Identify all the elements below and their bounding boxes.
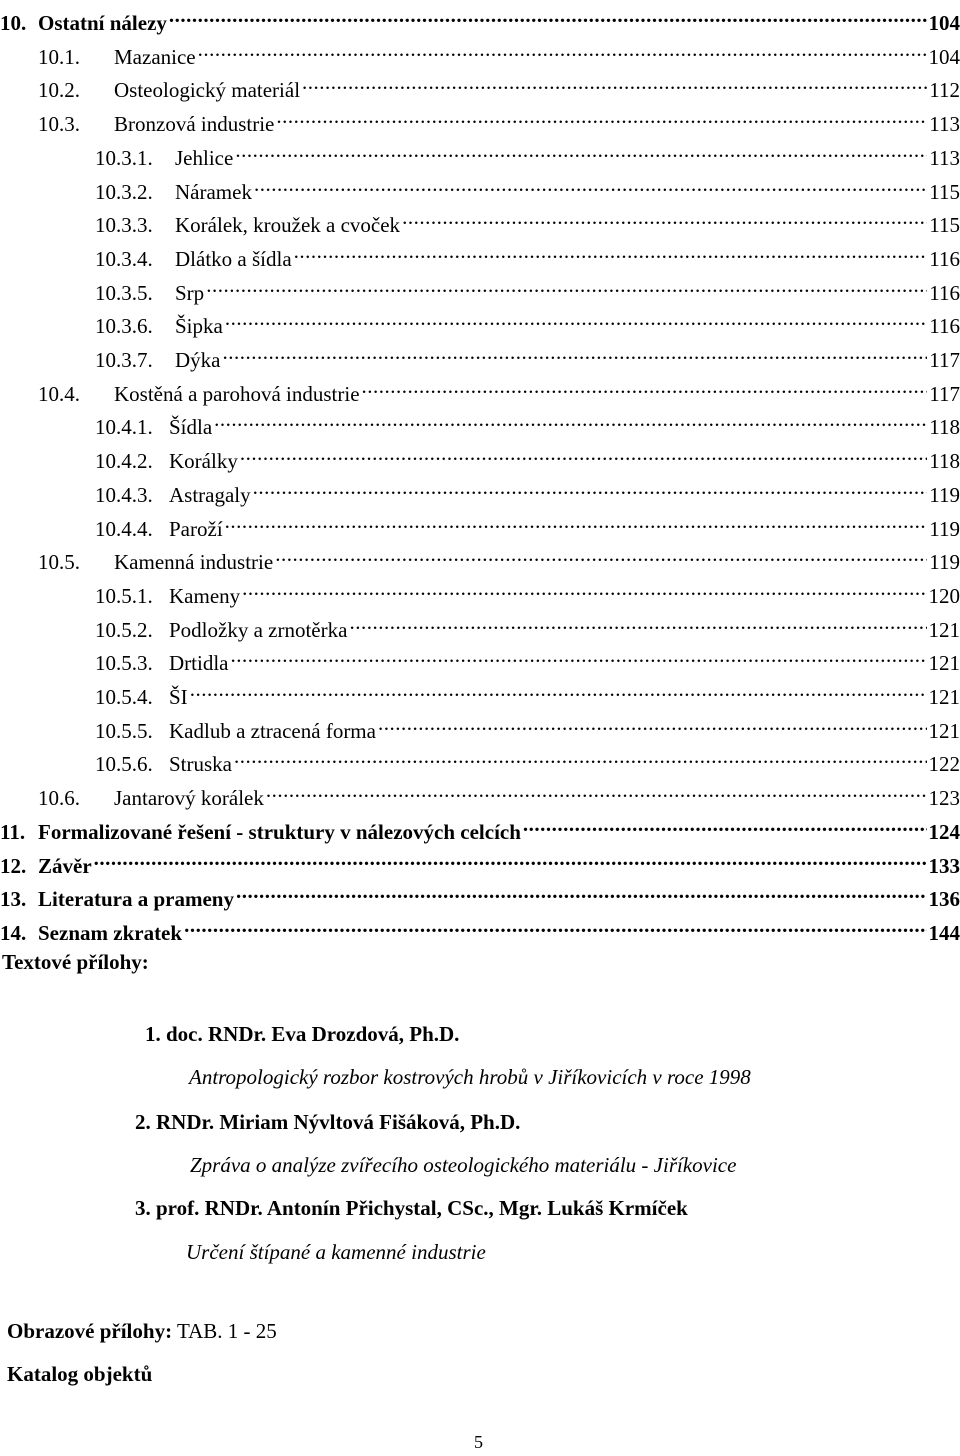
toc-entry-title: Astragaly <box>169 482 251 507</box>
toc-dot-leader <box>190 674 927 704</box>
toc-entry-title: Jehlice <box>175 145 234 170</box>
toc-dot-leader <box>94 843 927 873</box>
toc-entry <box>0 910 960 945</box>
toc-entry-number: 10.5.3. <box>95 651 153 676</box>
toc-entry <box>95 708 960 743</box>
toc-dot-leader <box>225 506 928 536</box>
toc-entry-title: Kamenná industrie <box>114 550 274 575</box>
toc-entry-number: 10.4.4. <box>95 516 153 541</box>
appendix-author-2: 2. RNDr. Miriam Nývltová Fišáková, Ph.D. <box>135 1110 521 1134</box>
toc-entry-number: 10.3. <box>38 112 80 137</box>
toc-entry <box>38 371 960 406</box>
toc-entry-title: Seznam zkratek <box>38 920 183 945</box>
toc-entry-title: Bronzová industrie <box>114 112 275 137</box>
toc-entry-title: Ostatní nálezy <box>38 11 167 35</box>
toc-entry-title: Kostěná a parohová industrie <box>114 381 360 406</box>
toc-entry-number: 13. <box>0 887 27 912</box>
toc-entry-page: 121 <box>928 617 960 642</box>
toc-entry-page: 116 <box>929 246 960 271</box>
toc-dot-leader <box>253 472 928 502</box>
toc-entry-title: Podložky a zrnotěrka <box>169 617 348 642</box>
toc-entry <box>95 303 960 339</box>
toc-entry <box>38 34 960 69</box>
toc-entry-page: 119 <box>929 516 960 541</box>
toc-entry-number: 10.5. <box>38 550 80 575</box>
toc-dot-leader <box>402 202 927 232</box>
toc-dot-leader <box>198 34 927 64</box>
toc-entry <box>95 438 960 474</box>
toc-entry-title: ŠI <box>169 685 188 709</box>
toc-entry-page: 123 <box>928 786 960 811</box>
toc-entry-title: Šídla <box>169 415 213 440</box>
toc-entry-number: 10.3.7. <box>95 348 153 372</box>
toc-dot-leader <box>302 67 927 97</box>
toc-entry-title: Závěr <box>38 853 92 878</box>
toc-entry-number: 14. <box>0 920 27 945</box>
toc-entry <box>95 202 960 238</box>
toc-dot-leader <box>225 303 927 333</box>
toc-dot-leader <box>378 708 927 738</box>
toc-entry-number: 12. <box>0 853 27 878</box>
toc-entry-page: 118 <box>929 449 960 474</box>
image-appendices-range: TAB. 1 - 25 <box>176 1319 277 1343</box>
toc-entry-number: 10.3.6. <box>95 314 153 339</box>
toc-dot-leader <box>206 270 927 300</box>
toc-entry <box>95 337 960 372</box>
toc-entry-page: 117 <box>929 381 960 406</box>
toc-entry-number: 10.5.4. <box>95 685 153 709</box>
toc-entry-number: 10.3.4. <box>95 246 153 271</box>
toc-entry-page: 124 <box>928 819 960 844</box>
toc-entry-page: 144 <box>928 920 960 945</box>
toc-entry-page: 133 <box>928 853 960 878</box>
toc-entry-title: Drtidla <box>169 651 229 676</box>
toc-entry <box>95 236 960 271</box>
toc-dot-leader <box>214 404 927 434</box>
toc-dot-leader <box>349 607 926 637</box>
toc-entry-title: Náramek <box>175 179 252 204</box>
toc-entry-number: 10.3.2. <box>95 179 153 204</box>
toc-entry <box>0 0 960 35</box>
toc-entry <box>95 506 960 541</box>
page-number: 5 <box>474 1432 483 1452</box>
toc-dot-leader <box>523 809 927 839</box>
toc-entry-title: Korálek, kroužek a cvoček <box>175 213 401 238</box>
toc-dot-leader <box>362 371 928 401</box>
toc-entry-page: 119 <box>929 482 960 507</box>
toc-dot-leader <box>254 169 927 199</box>
toc-entry-title: Osteologický materiál <box>114 78 301 103</box>
toc-entry-title: Srp <box>175 280 205 305</box>
image-appendices-line <box>7 1319 277 1344</box>
toc-entry-number: 10.4. <box>38 381 80 406</box>
toc-dot-leader <box>223 337 928 367</box>
toc-entry-number: 10.2. <box>38 78 80 103</box>
toc-dot-leader <box>294 236 928 266</box>
toc-entry-number: 10.5.2. <box>95 617 153 642</box>
toc-entry <box>95 169 960 204</box>
toc-dot-leader <box>234 741 927 771</box>
toc-entry <box>38 539 960 575</box>
catalog-heading: Katalog objektů <box>7 1362 153 1386</box>
toc-entry <box>38 67 960 103</box>
toc-entry-title: Kameny <box>169 583 241 608</box>
toc-entry <box>95 404 960 440</box>
toc-entry-title: Paroží <box>169 516 223 541</box>
toc-entry-page: 116 <box>929 314 960 339</box>
toc-entry <box>38 101 960 137</box>
toc-dot-leader <box>169 0 927 30</box>
toc-entry-number: 10.4.3. <box>95 482 153 507</box>
toc-entry-page: 121 <box>928 685 960 709</box>
toc-entry-title: Dýka <box>175 348 221 372</box>
image-appendices-heading: Obrazové přílohy: <box>7 1319 173 1343</box>
toc-entry-page: 122 <box>928 752 960 777</box>
toc-entry-number: 10.4.2. <box>95 449 153 474</box>
toc-entry-page: 121 <box>928 651 960 676</box>
toc-entry-title: Literatura a prameny <box>38 887 234 912</box>
toc-entry <box>95 640 960 676</box>
toc-entry <box>95 674 960 709</box>
toc-dot-leader <box>276 101 927 131</box>
toc-entry <box>95 741 960 777</box>
toc-entry-page: 121 <box>928 718 960 743</box>
toc-entry-title: Struska <box>169 752 232 777</box>
toc-dot-leader <box>236 876 927 906</box>
toc-dot-leader <box>184 910 926 940</box>
toc-entry-page: 117 <box>929 348 960 372</box>
toc-entry <box>95 573 960 608</box>
toc-entry-page: 115 <box>929 179 960 204</box>
toc-entry-page: 104 <box>928 44 960 69</box>
toc-entry-title: Kadlub a ztracená forma <box>169 718 376 743</box>
toc-entry-page: 104 <box>928 11 960 35</box>
toc-entry-page: 120 <box>928 583 960 608</box>
toc-entry-number: 10.5.1. <box>95 583 153 608</box>
appendix-title-3: Určení štípané a kamenné industrie <box>186 1240 486 1264</box>
toc-entry-number: 10.5.6. <box>95 752 153 777</box>
toc-entry-title: Mazanice <box>114 44 196 69</box>
appendix-title-2: Zpráva o analýze zvířecího osteologického materiálu - Jiříkovice <box>190 1153 737 1177</box>
toc-entry-number: 11. <box>0 819 26 844</box>
toc-entry-page: 119 <box>929 550 960 575</box>
toc-entry <box>38 775 960 811</box>
toc-entry <box>0 809 960 844</box>
toc-entry-page: 136 <box>928 887 960 912</box>
toc-entry-title: Formalizované řešení - struktury v nálezových celcích <box>38 819 521 844</box>
toc-entry-number: 10.1. <box>38 44 80 69</box>
appendix-author-1: 1. doc. RNDr. Eva Drozdová, Ph.D. <box>145 1022 460 1046</box>
toc-entry <box>0 876 960 912</box>
toc-entry-number: 10.6. <box>38 786 80 811</box>
toc-entry-title: Šipka <box>175 314 223 339</box>
toc-dot-leader <box>266 775 927 805</box>
toc-entry-page: 112 <box>929 78 960 103</box>
appendix-author-3: 3. prof. RNDr. Antonín Přichystal, CSc., Mgr. Lukáš Krmíček <box>135 1196 688 1220</box>
toc-entry-page: 118 <box>929 415 960 440</box>
toc-entry-number: 10.4.1. <box>95 415 153 440</box>
toc-entry <box>95 472 960 507</box>
toc-entry-page: 116 <box>929 280 960 305</box>
toc-entry-title: Korálky <box>169 449 238 474</box>
toc-entry-title: Dlátko a šídla <box>175 246 292 271</box>
toc-dot-leader <box>240 438 927 468</box>
toc-entry-page: 113 <box>929 145 960 170</box>
toc-dot-leader <box>235 135 927 165</box>
toc-entry-number: 10. <box>0 11 27 35</box>
toc-entry <box>95 270 960 305</box>
toc-entry <box>0 843 960 878</box>
appendix-title-1: Antropologický rozbor kostrových hrobů v Jiříkovicích v roce 1998 <box>189 1065 751 1089</box>
toc-entry-number: 10.5.5. <box>95 718 153 743</box>
toc-entry-page: 115 <box>929 213 960 238</box>
toc-entry-page: 113 <box>929 112 960 137</box>
toc-dot-leader <box>242 573 926 603</box>
toc-dot-leader <box>230 640 926 670</box>
toc-entry-number: 10.3.1. <box>95 145 153 170</box>
toc-dot-leader <box>275 539 927 569</box>
toc-entry <box>95 135 960 170</box>
toc-entry-number: 10.3.3. <box>95 213 153 238</box>
text-appendices-heading: Textové přílohy: <box>2 950 149 974</box>
toc-entry <box>95 607 960 642</box>
toc-entry-number: 10.3.5. <box>95 280 153 305</box>
toc-entry-title: Jantarový korálek <box>114 786 264 811</box>
